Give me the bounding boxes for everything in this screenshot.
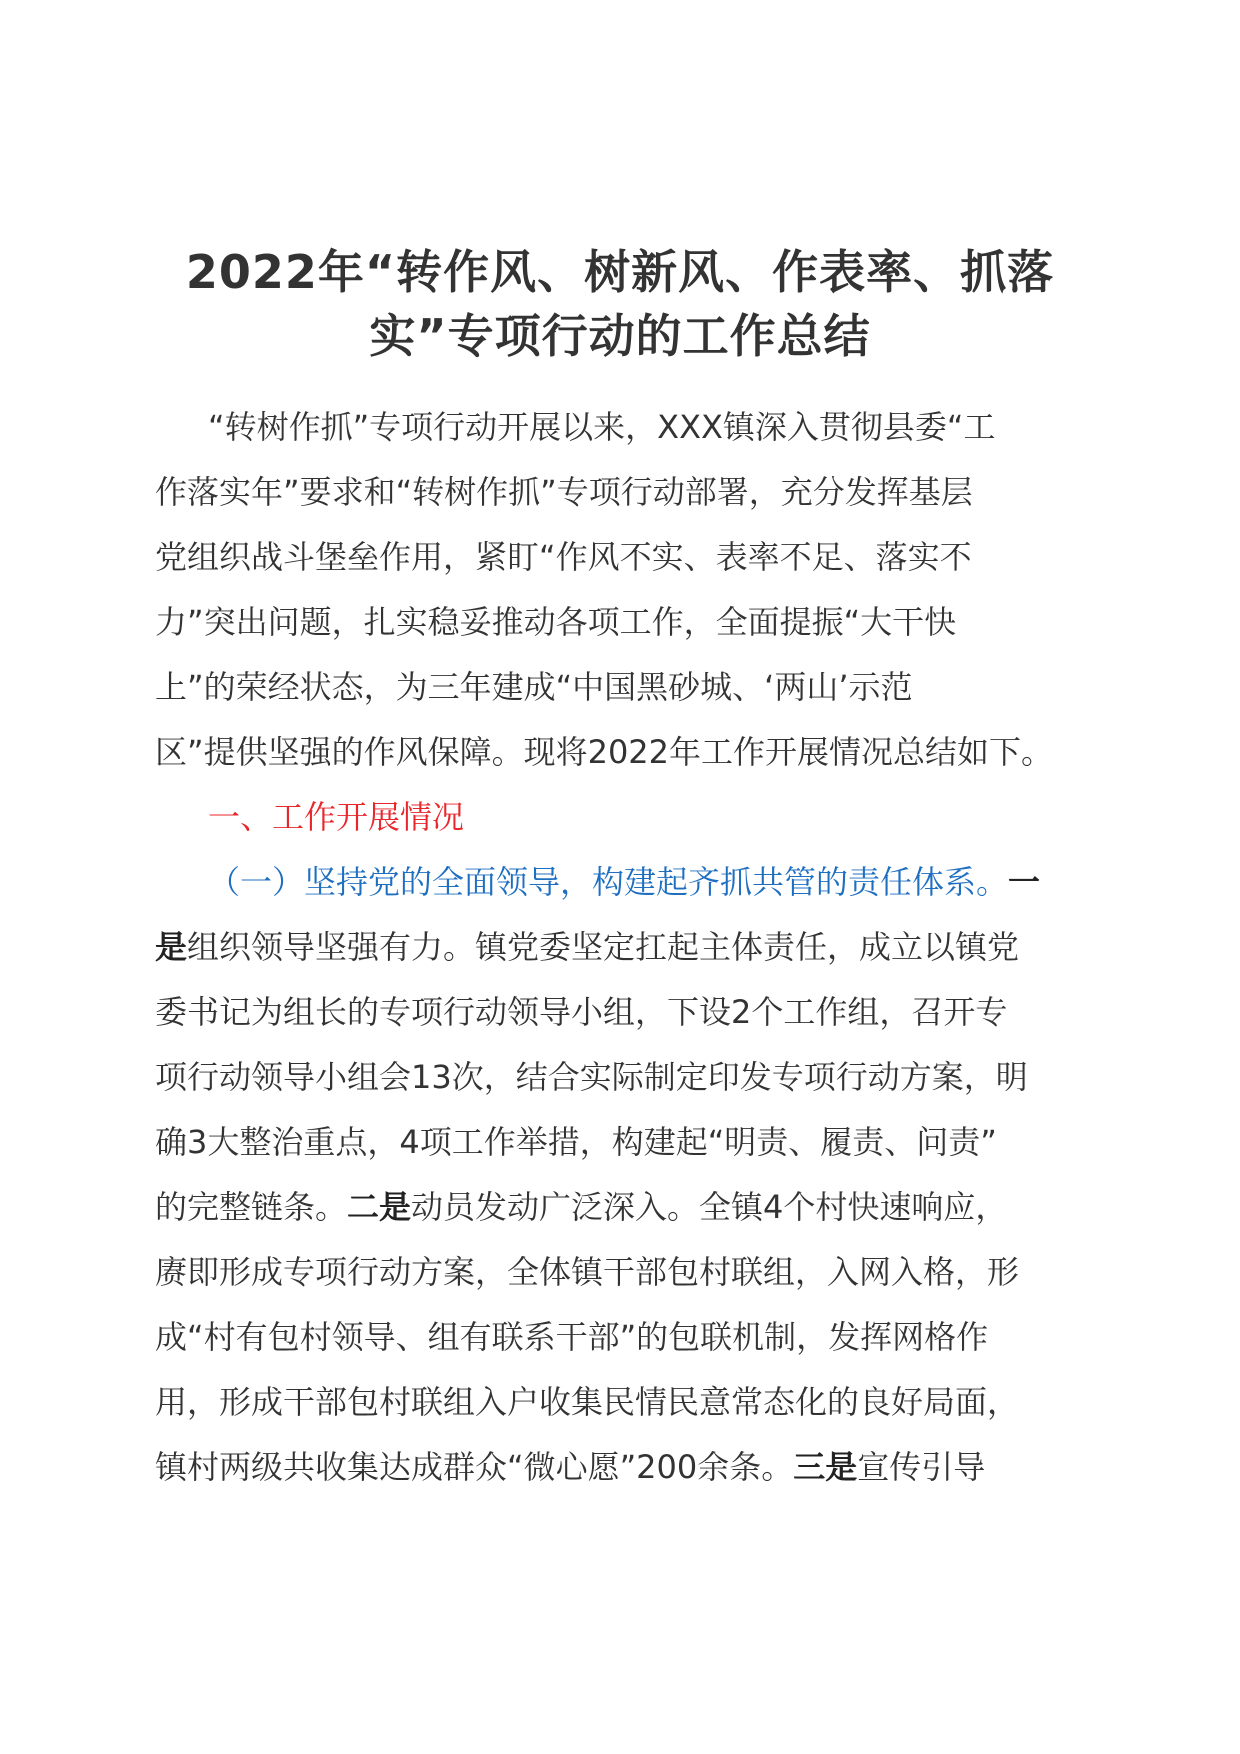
body-line: 成“村有包村领导、组有联系干部”的包联机制，发挥网格作 (155, 1318, 989, 1356)
intro-line: 区”提供坚强的作风保障。现将2022年工作开展情况总结如下。 (155, 733, 1054, 771)
bold-marker-first-cont: 是 (155, 928, 188, 966)
bold-marker-second: 二是 (347, 1188, 412, 1226)
intro-line: 上”的荣经状态，为三年建成“中国黑砂城、‘两山’示范 (155, 668, 913, 706)
bold-marker-third: 三是 (793, 1448, 858, 1486)
body-line: 确3大整治重点，4项工作举措，构建起“明责、履责、问责” (155, 1123, 997, 1161)
title-line-1: 2022年“转作风、树新风、作表率、抓落 (185, 245, 1055, 299)
intro-line: 力”突出问题，扎实稳妥推动各项工作，全面提振“大干快 (155, 603, 957, 641)
intro-line: 党组织战斗堡垒作用，紧盯“作风不实、表率不足、落实不 (155, 538, 972, 576)
bold-marker-first: 一 (1008, 863, 1041, 901)
body-line: 用，形成干部包村联组入户收集民情民意常态化的良好局面， (155, 1383, 1020, 1421)
body-text: 镇村两级共收集达成群众“微心愿”200余条。 (155, 1448, 794, 1486)
subsection-line (155, 850, 1115, 915)
body-line: 委书记为组长的专项行动领导小组，下设2个工作组，召开专 (155, 993, 1008, 1031)
body-text: 动员发动广泛深入。全镇4个村快速响应， (411, 1188, 1008, 1226)
document-body (155, 395, 1115, 1500)
body-line: 项行动领导小组会13次，结合实际制定印发专项行动方案，明 (155, 1058, 1028, 1096)
body-text: 的完整链条。 (155, 1188, 348, 1226)
intro-line: “转树作抓”专项行动开展以来，XXX镇深入贯彻县委“工 (208, 408, 996, 446)
document-title (150, 240, 1090, 368)
intro-line: 作落实年”要求和“转树作抓”专项行动部署，充分发挥基层 (155, 473, 973, 511)
subsection-heading: （一）坚持党的全面领导，构建起齐抓共管的责任体系。 (208, 863, 1009, 901)
body-line (155, 1435, 1115, 1500)
body-text: 宣传引导 (857, 1448, 986, 1486)
body-line (155, 1175, 1115, 1240)
section-heading: 一、工作开展情况 (208, 798, 465, 836)
body-line: 赓即形成专项行动方案，全体镇干部包村联组，入网入格，形 (155, 1253, 1020, 1291)
body-line (155, 915, 1115, 980)
title-line-2: 实”专项行动的工作总结 (369, 309, 871, 363)
body-text: 组织领导坚强有力。镇党委坚定扛起主体责任，成立以镇党 (187, 928, 1020, 966)
